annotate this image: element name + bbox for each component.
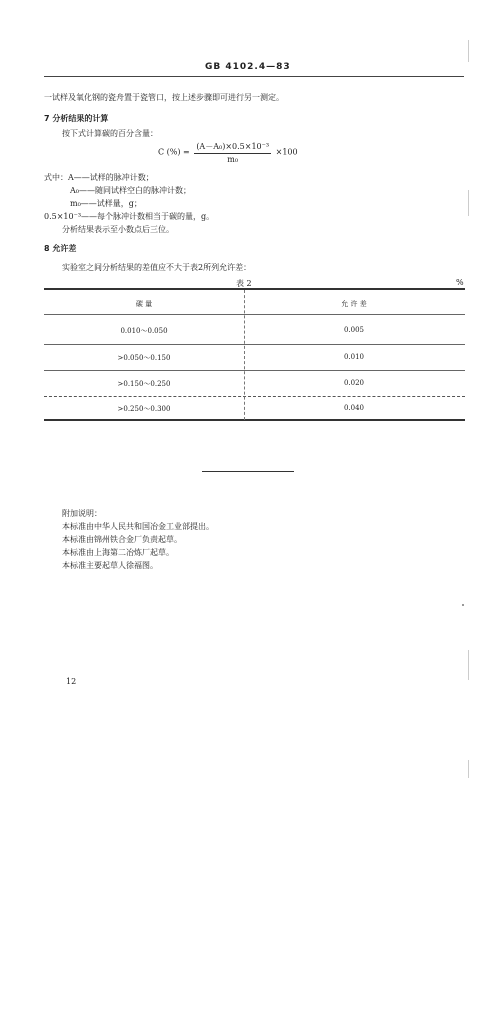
table-header-rule bbox=[44, 314, 465, 315]
formula-fraction bbox=[194, 141, 271, 164]
table-unit: % bbox=[456, 278, 464, 287]
table-cell-tolerance: 0.020 bbox=[343, 379, 365, 387]
table-cell-tolerance: 0.005 bbox=[343, 326, 365, 334]
table-cell-tolerance: 0.040 bbox=[343, 404, 365, 412]
appendix-line: 本标准由中华人民共和国冶金工业部提出。 bbox=[62, 522, 214, 531]
formula-denominator: m₀ bbox=[227, 155, 239, 164]
formula-left: C (%) = bbox=[158, 147, 190, 157]
definition-line: m₀——试样量，g； bbox=[70, 199, 142, 208]
scan-edge-mark bbox=[468, 650, 469, 680]
formula-right: ×100 bbox=[275, 147, 298, 157]
section7-lead: 按下式计算碳的百分含量： bbox=[62, 129, 158, 138]
scan-edge-mark bbox=[468, 190, 469, 216]
definition-line: 0.5×10⁻³——每个脉冲计数相当于碳的量，g。 bbox=[44, 212, 215, 221]
header-rule bbox=[44, 76, 464, 77]
section7-title: 7 分析结果的计算 bbox=[44, 114, 109, 123]
table-top-rule bbox=[44, 288, 465, 290]
table-header-tolerance: 允 许 差 bbox=[341, 300, 367, 308]
appendix-line: 本标准由上海第二冶炼厂起草。 bbox=[62, 548, 174, 557]
table-caption: 表 2 bbox=[236, 279, 252, 288]
tolerance-table bbox=[44, 288, 465, 422]
table-row-rule bbox=[44, 370, 465, 371]
table-column-divider bbox=[244, 290, 245, 420]
scan-edge-mark bbox=[468, 760, 469, 778]
page-number: 12 bbox=[66, 677, 77, 686]
definition-line: 式中：A——试样的脉冲计数； bbox=[44, 173, 154, 182]
carbon-formula bbox=[158, 141, 298, 164]
table-cell-carbon: >0.050～0.150 bbox=[117, 354, 171, 362]
section7-note: 分析结果表示至小数点后三位。 bbox=[62, 225, 174, 234]
section8-title: 8 允许差 bbox=[44, 244, 77, 253]
formula-numerator: (A－A₀)×0.5×10⁻³ bbox=[194, 141, 271, 154]
scan-speck bbox=[462, 604, 464, 606]
table-row-rule bbox=[44, 344, 465, 345]
table-bottom-rule bbox=[44, 419, 465, 421]
table-cell-carbon: 0.010～0.050 bbox=[120, 327, 168, 335]
standard-code: GB 4102.4—83 bbox=[205, 62, 291, 72]
section8-lead: 实验室之间分析结果的差值应不大于表2所列允许差： bbox=[62, 263, 252, 272]
appendix-line: 本标准由锦州铁合金厂负责起草。 bbox=[62, 535, 182, 544]
table-row-rule bbox=[44, 396, 465, 397]
end-of-text-rule bbox=[202, 471, 294, 472]
table-cell-tolerance: 0.010 bbox=[343, 353, 365, 361]
intro-line: 一试样及氧化钢的瓷舟置于瓷管口，按上述步骤即可进行另一测定。 bbox=[44, 93, 284, 102]
appendix-title: 附加说明： bbox=[62, 509, 102, 518]
scan-edge-mark bbox=[468, 40, 469, 62]
table-cell-carbon: >0.250～0.300 bbox=[117, 405, 171, 413]
appendix-line: 本标准主要起草人徐福图。 bbox=[62, 561, 158, 570]
definition-line: A₀——随同试样空白的脉冲计数； bbox=[70, 186, 191, 195]
table-header-carbon: 碳 量 bbox=[135, 300, 153, 308]
table-cell-carbon: >0.150～0.250 bbox=[117, 380, 171, 388]
